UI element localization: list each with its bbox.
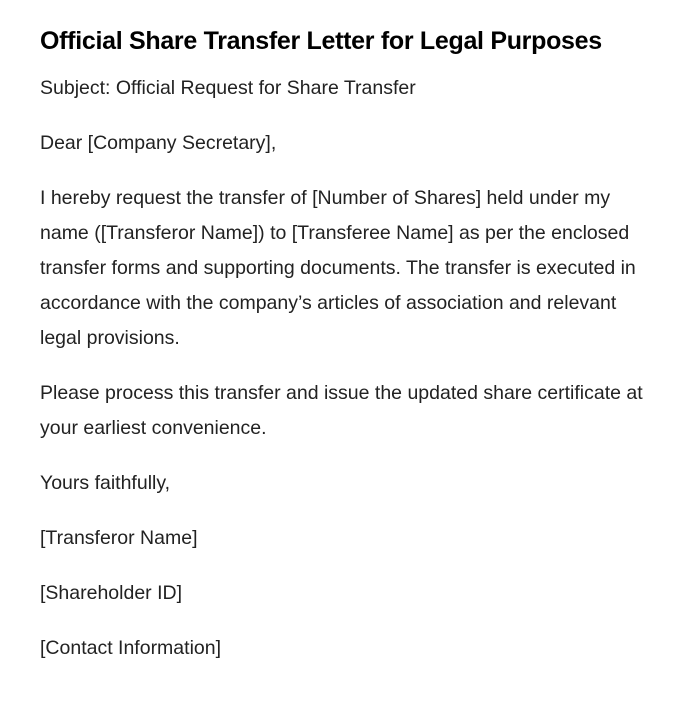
signature-contact: [Contact Information] (40, 637, 222, 659)
page-title: Official Share Transfer Letter for Legal Purposes (40, 27, 602, 55)
body-paragraph-process: Please process this transfer and issue the updated share certificate at your earliest convenience. (40, 382, 643, 439)
subject-line: Subject: Official Request for Share Transfer (40, 77, 416, 99)
salutation: Dear [Company Secretary], (40, 132, 277, 154)
signature-shareholder-id: [Shareholder ID] (40, 582, 182, 604)
closing: Yours faithfully, (40, 472, 171, 494)
body-paragraph-request: I hereby request the transfer of [Number of Shares] held under my name ([Transferor Name]) to [Transferee Name] as per the enclosed transfer forms and supporting documents. The transfer is executed in accordance with the company’s articles of association and relevant legal provisions. (40, 187, 636, 349)
signature-name: [Transferor Name] (40, 527, 198, 549)
